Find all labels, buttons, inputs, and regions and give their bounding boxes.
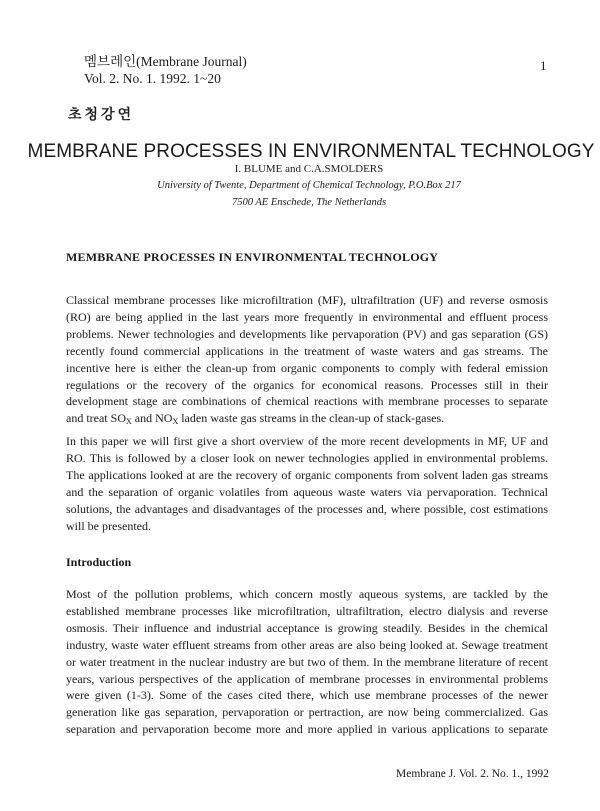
- text-line: industry, waste water effluent streams from other areas are also being looked at. Sewage treatment: [66, 637, 548, 652]
- subscript: X: [172, 417, 179, 427]
- text-line: RO. This is followed by a closer look on newer technologies applied in environmental problems.: [66, 450, 548, 465]
- text-line: development stage are combinations of chemical reactions with membrane processes to separate: [66, 394, 548, 409]
- paper-title: MEMBRANE PROCESSES IN ENVIRONMENTAL TECHNOLOGY: [27, 141, 595, 162]
- text-line: were given (1-3). Some of the cases cited there, which use membrane processes of the newer: [66, 688, 548, 703]
- paragraph-introduction: [66, 586, 548, 738]
- affiliation-line-1: University of Twente, Department of Chemical Technology, P.O.Box 217: [157, 180, 461, 191]
- paragraph-abstract-2: [66, 433, 548, 534]
- text-line: separation and pervaporation become more and more applied in various applications to separate: [66, 722, 548, 737]
- paragraph-abstract-1: [66, 292, 548, 431]
- subscript: X: [125, 417, 132, 427]
- text-line: In this paper we will first give a short overview of the more recent developments in MF, UF and: [66, 434, 548, 448]
- text-line: regulations or the recovery of the organics for economical reasons. Processes still in their: [66, 377, 548, 392]
- text-fragment: and treat SO: [66, 411, 126, 426]
- text-line: years, various perspectives of the application of membrane processes in environmental problems: [66, 671, 548, 686]
- text-line: recently found commercial applications in the treatment of waste waters and gas streams. The: [66, 343, 548, 358]
- text-line: generation like gas separation, pervaporation or pertraction, are now being commercialized. Gas: [66, 705, 548, 720]
- text-line: or water treatment in the nuclear industry are but two of them. In the membrane literature of recent: [66, 654, 548, 669]
- text-line: solutions, the advantages and disadvantages of the processes and, where possible, cost estimations: [66, 501, 548, 516]
- section-label: 초청강연: [68, 107, 135, 123]
- text-line: established membrane processes like microfiltration, ultrafiltration, electro dialysis and reverse: [66, 603, 548, 618]
- paper-authors: I. BLUME and C.A.SMOLDERS: [234, 163, 384, 175]
- text-line: osmosis. Their influence and industrial acceptance is growing steadily. Besides in the chemical: [66, 620, 548, 635]
- text-fragment: and NO: [131, 411, 173, 426]
- page-footer: Membrane J. Vol. 2. No. 1., 1992: [396, 768, 549, 780]
- text-line: The applications looked at are the recovery of organic components from solvent laden gas streams: [66, 467, 548, 482]
- journal-name: 멤브레인(Membrane Journal): [84, 54, 247, 69]
- text-line: Most of the pollution problems, which concern mostly aqueous systems, are tackled by the: [66, 587, 548, 601]
- text-fragment: laden waste gas streams in the clean-up of stack-gases.: [178, 411, 445, 426]
- journal-volume: Vol. 2. No. 1. 1992. 1~20: [84, 71, 221, 86]
- text-line: problems. Newer technologies and developments like pervaporation (PV) and gas separation (GS): [66, 326, 548, 341]
- section-subtitle: MEMBRANE PROCESSES IN ENVIRONMENTAL TECHNOLOGY: [66, 250, 439, 264]
- text-line: [66, 410, 548, 431]
- affiliation-line-2: 7500 AE Enschede, The Netherlands: [231, 197, 387, 208]
- introduction-heading: Introduction: [66, 555, 132, 569]
- text-line: incentive here is either the clean-up from organic components to comply with federal emission: [66, 360, 548, 375]
- text-line: (RO) are being applied in the last years more frequently in environmental and effluent process: [66, 309, 548, 324]
- text-line: and the separation of organic volatiles from aqueous waste waters via pervaporation. Technical: [66, 484, 548, 499]
- text-line: will be presented.: [66, 518, 151, 533]
- text-line: Classical membrane processes like microfiltration (MF), ultrafiltration (UF) and reverse osmosis: [66, 293, 548, 307]
- page-number: 1: [540, 58, 547, 73]
